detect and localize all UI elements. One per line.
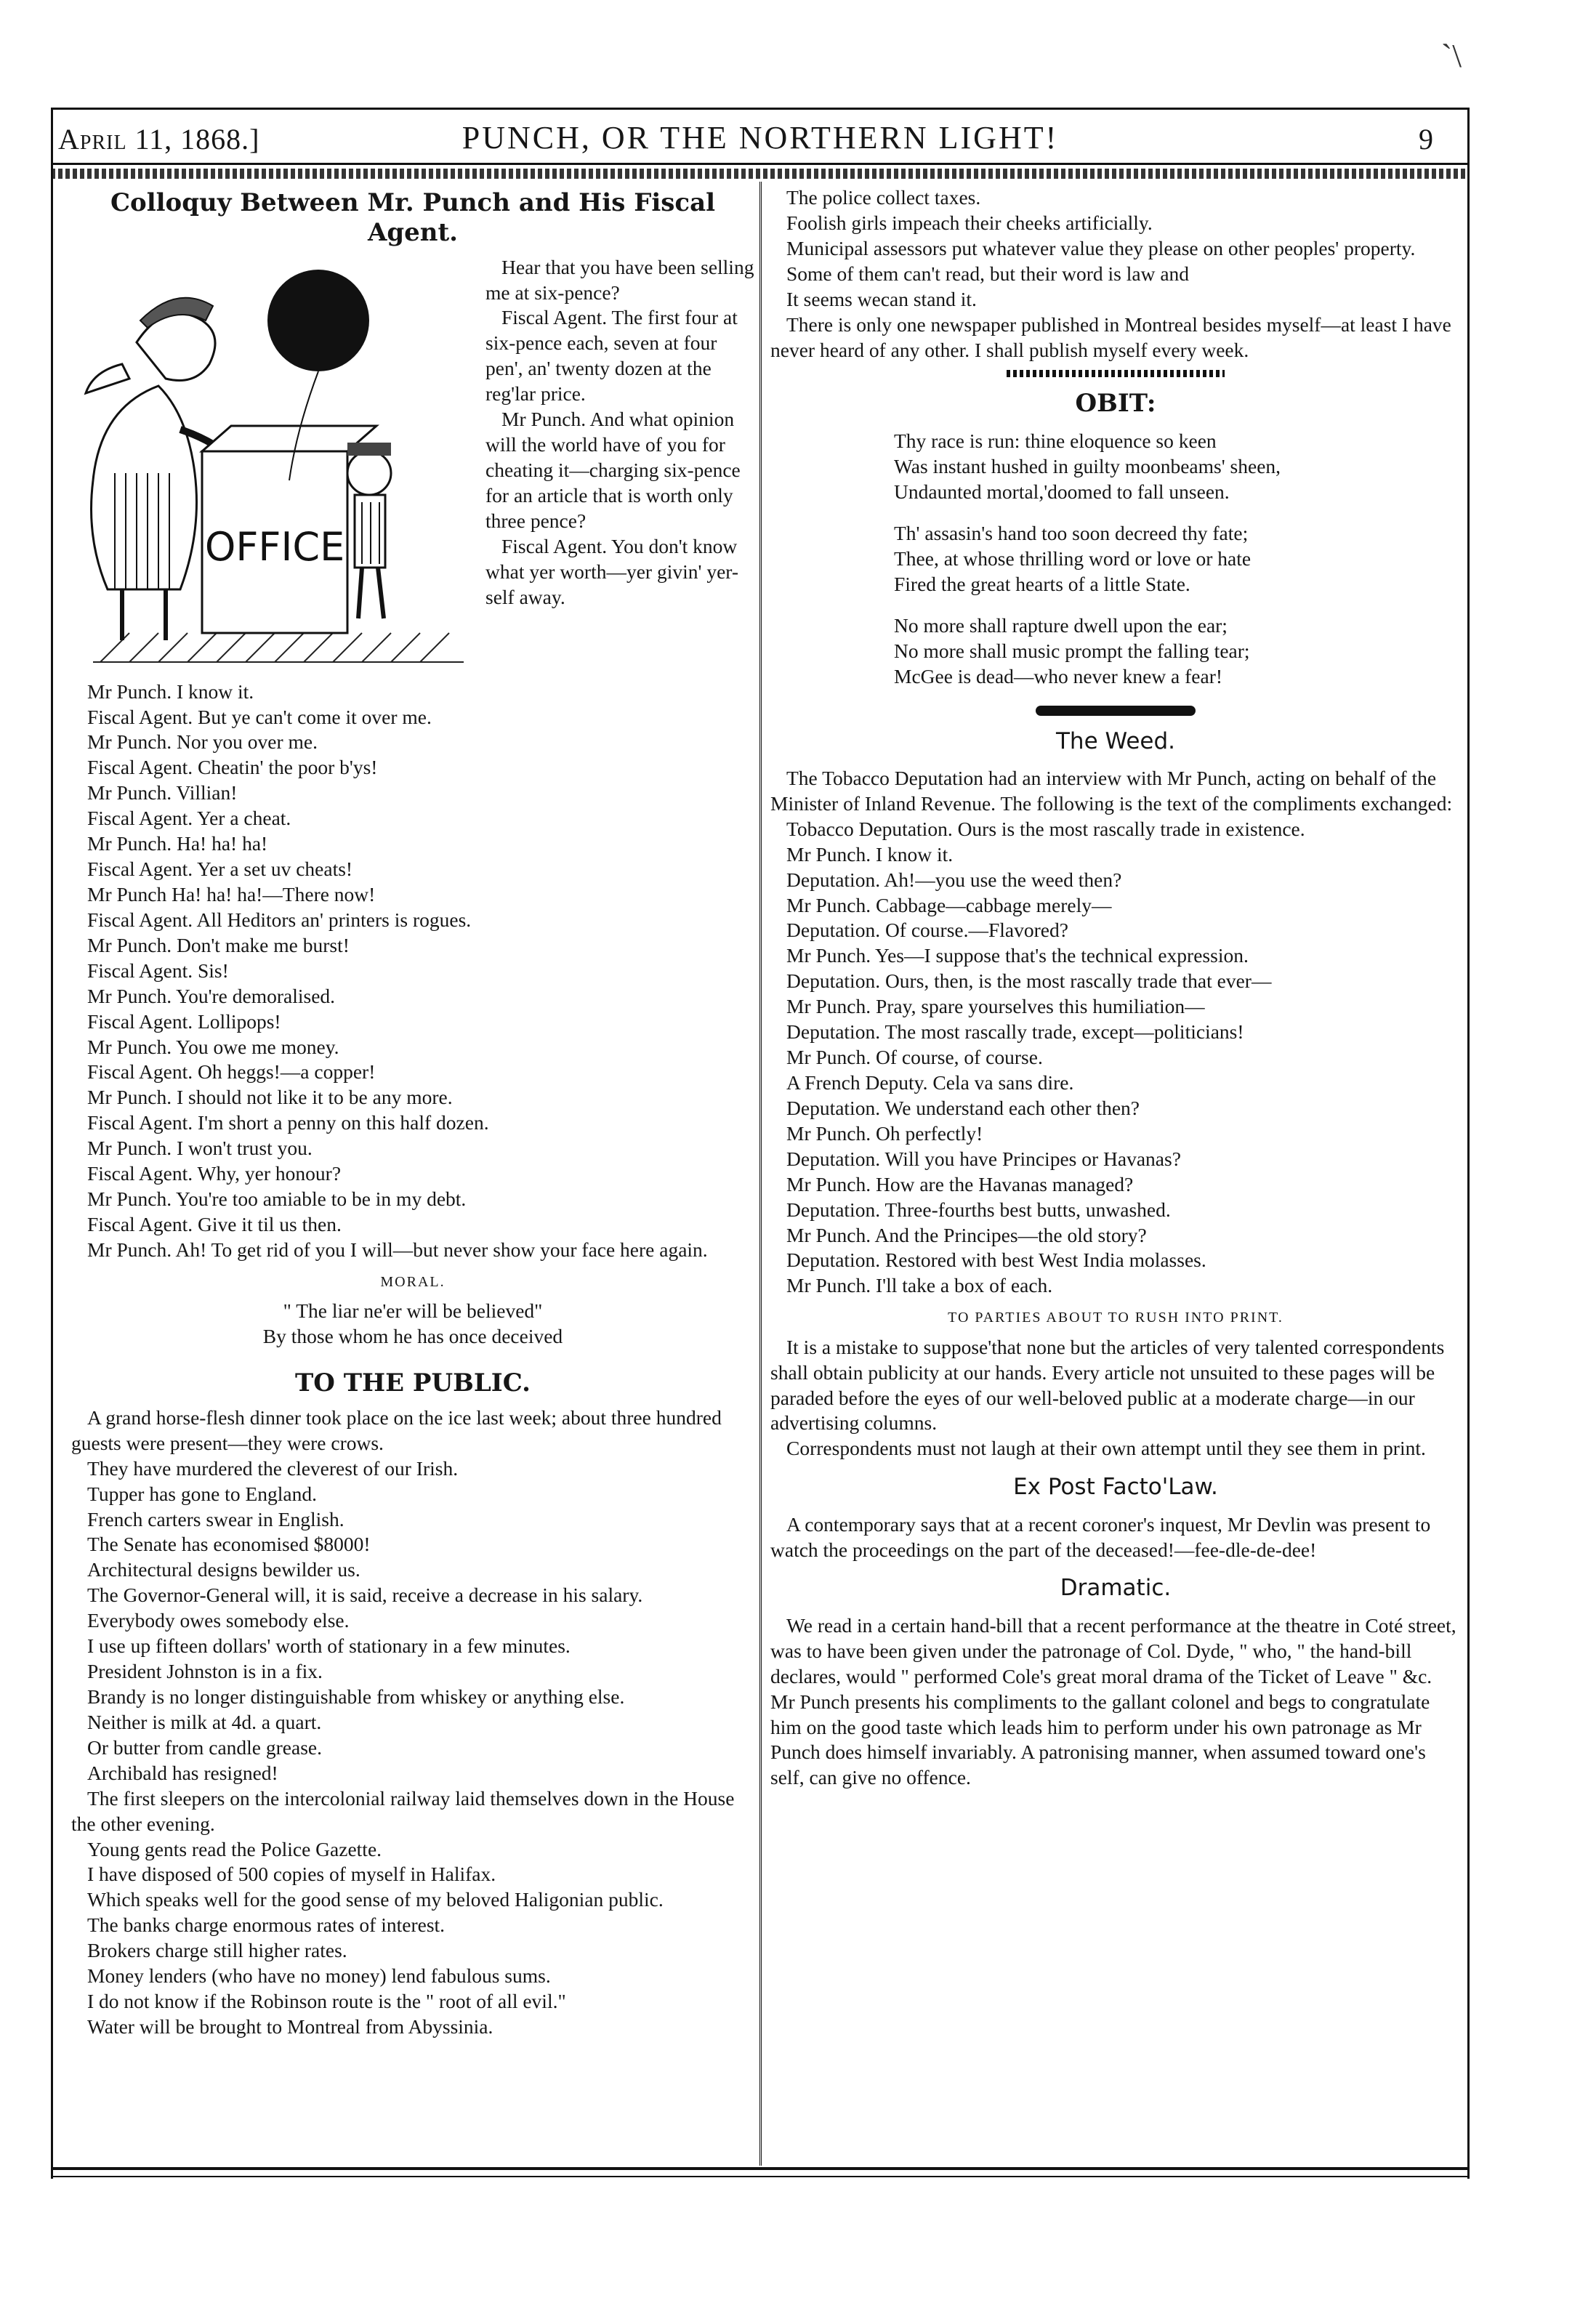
dialogue-line: Fiscal Agent. Sis! — [87, 959, 229, 982]
dialogue-line: Deputation. Three-fourths best butts, unwashed. — [786, 1198, 1171, 1221]
public-item: President Johnston is in a fix. — [87, 1660, 323, 1683]
masthead-title: PUNCH, OR THE NORTHERN LIGHT! — [462, 120, 1059, 156]
ornament-divider — [1007, 370, 1225, 377]
colloquy-intro-line: Fiscal Agent. You don't know what yer worth—yer givin' yer-self away. — [485, 534, 739, 608]
dialogue-line: Deputation. Of course.—Flavored? — [786, 919, 1068, 942]
obit-line: Thy race is run: thine eloquence so keen — [894, 429, 1217, 453]
parties-paragraph: Correspondents must not laugh at their own attempt until they see them in print. — [786, 1437, 1426, 1460]
public-item: Money lenders (who have no money) lend fabulous sums. — [87, 1964, 551, 1988]
obit-stanza — [894, 613, 1461, 690]
section-divider — [1036, 706, 1196, 716]
dialogue-line: Mr Punch. Yes—I suppose that's the technical expression. — [786, 944, 1249, 967]
dialogue-line: Mr Punch. I should not like it to be any more. — [87, 1086, 453, 1109]
dramatic-title: Dramatic. — [1060, 1575, 1172, 1602]
public-item: French carters swear in English. — [87, 1507, 344, 1530]
dialogue-line: Fiscal Agent. But ye can't come it over me. — [87, 705, 432, 728]
dialogue-line: Fiscal Agent. Oh heggs!—a copper! — [87, 1060, 376, 1084]
weed-intro: The Tobacco Deputation had an interview with Mr Punch, acting on behalf of the Minister of Inland Revenue. The following is the text of the compliments exchanged: — [770, 766, 1453, 815]
continued-item: Some of them can't read, but their word is law and — [786, 262, 1190, 285]
obit-poem — [894, 429, 1461, 689]
frame-right-rule — [1467, 108, 1470, 2179]
dialogue-line: Fiscal Agent. Yer a cheat. — [87, 807, 291, 830]
public-item: The first sleepers on the intercolonial railway laid themselves down in the House the other evening. — [71, 1786, 735, 1835]
dialogue-line: Fiscal Agent. I'm short a penny on this half dozen. — [87, 1111, 489, 1134]
dialogue-line: A French Deputy. Cela va sans dire. — [786, 1070, 1074, 1094]
public-item: Architectural designs bewilder us. — [87, 1558, 360, 1581]
corner-mark: `\ — [1440, 37, 1462, 74]
header-ornament-rule — [51, 169, 1470, 179]
dialogue-line: Deputation. Restored with best West India molasses. — [786, 1249, 1206, 1272]
public-item: A grand horse-flesh dinner took place on the ice last week; about three hundred guests were present—they were crows. — [71, 1405, 722, 1454]
dialogue-line: Mr Punch. Ah! To get rid of you I will—but never show your face here again. — [87, 1238, 708, 1261]
dialogue-line: Mr Punch. Oh perfectly! — [786, 1121, 983, 1145]
dialogue-line: Mr Punch. Don't make me burst! — [87, 933, 350, 956]
dialogue-line: Deputation. Will you have Principes or Havanas? — [786, 1147, 1181, 1170]
dialogue-line: Mr Punch Ha! ha! ha!—There now! — [87, 882, 376, 906]
public-item: The Senate has economised $8000! — [87, 1533, 371, 1556]
dramatic-paragraph: We read in a certain hand-bill that a recent performance at the theatre in Coté street, was to have been given under the patronage of Col. Dyde, " who, " the hand-bill declares, would " performed Cole's great moral drama of the Ticket of Leave " &c. Mr Punch presents his compliments to the gallant colonel and begs to congratulate him on the good taste which leads him to perform under his own patronage as Mr Punch does himself invariably. A patronising manner, when assumed toward one's self, can give no offence. — [770, 1613, 1456, 1789]
public-item: I use up fifteen dollars' worth of stationary in a few minutes. — [87, 1634, 571, 1658]
expost-paragraph: A contemporary says that at a recent coroner's inquest, Mr Devlin was present to watch the proceedings on the part of the deceased!—fee-dle-de-dee! — [770, 1512, 1431, 1561]
dialogue-line: Mr Punch. I know it. — [786, 842, 954, 866]
moral-heading: MORAL. — [380, 1273, 446, 1290]
right-column — [770, 185, 1461, 1791]
dialogue-line: Tobacco Deputation. Ours is the most rascally trade in existence. — [786, 817, 1305, 840]
dialogue-line: Mr Punch. Ha! ha! ha! — [87, 832, 268, 855]
public-item: Everybody owes somebody else. — [87, 1609, 350, 1632]
bottom-rule-thick — [51, 2167, 1470, 2170]
public-item: Water will be brought to Montreal from Abyssinia. — [87, 2014, 493, 2038]
dialogue-line: Mr Punch. You owe me money. — [87, 1035, 339, 1058]
obit-line: McGee is dead—who never knew a fear! — [894, 664, 1223, 687]
public-title: TO THE PUBLIC. — [295, 1368, 531, 1398]
page-number: 9 — [1419, 123, 1433, 156]
dialogue-line: Mr Punch. Of course, of course. — [786, 1046, 1043, 1069]
obit-title: OBIT: — [1075, 389, 1156, 419]
frame-left-rule — [51, 108, 53, 2179]
continued-items — [770, 185, 1461, 363]
frame-top-rule — [51, 108, 1470, 110]
public-item: Young gents read the Police Gazette. — [87, 1837, 382, 1860]
public-item: I do not know if the Robinson route is the " root of all evil." — [87, 1990, 566, 2013]
dialogue-line: Mr Punch. And the Principes—the old story? — [786, 1223, 1147, 1246]
dialogue-line: Fiscal Agent. Lollipops! — [87, 1009, 281, 1033]
expost-title: Ex Post Facto'Law. — [1013, 1474, 1218, 1501]
public-item: Brandy is no longer distinguishable from whiskey or anything else. — [87, 1685, 625, 1708]
continued-item: The police collect taxes. — [786, 186, 981, 209]
colloquy-intro-line: Fiscal Agent. The first four at six-pence each, seven at four pen', an' twenty dozen at the reg'lar price. — [485, 306, 738, 406]
colloquy-intro — [71, 255, 754, 679]
public-item: The Governor-General will, it is said, receive a decrease in his salary. — [87, 1584, 643, 1607]
obit-line: Thee, at whose thrilling word or love or hate — [894, 547, 1252, 570]
dialogue-line: Mr Punch. You're too amiable to be in my debt. — [87, 1187, 467, 1211]
cartoon-illustration — [71, 255, 478, 677]
parties-paragraph: It is a mistake to suppose'that none but the articles of very talented correspondents shall obtain publicity at our hands. Every article not unsuited to these pages will be paraded before the eyes of our well-beloved public at a moderate charge—in our advertising columns. — [770, 1335, 1445, 1435]
colloquy-intro-line: Mr Punch. And what opinion will the world have of you for cheating it—charging six-pence for an article that is worth only three pence? — [485, 408, 741, 532]
public-item: Archibald has resigned! — [87, 1761, 278, 1784]
dialogue-line: Mr Punch. Cabbage—cabbage merely— — [786, 893, 1112, 916]
weed-dialogue — [770, 817, 1461, 1299]
obit-line: Th' assasin's hand too soon decreed thy fate; — [894, 522, 1249, 545]
dialogue-line: Deputation. Ours, then, is the most rascally trade that ever— — [786, 969, 1272, 993]
dialogue-line: Mr Punch. Nor you over me. — [87, 730, 318, 754]
moral-line: By those whom he has once deceived — [262, 1325, 563, 1348]
public-item: Which speaks well for the good sense of my beloved Haligonian public. — [87, 1888, 664, 1911]
parties-title: TO PARTIES ABOUT TO RUSH INTO PRINT. — [948, 1310, 1283, 1326]
dialogue-line: Mr Punch. How are the Havanas managed? — [786, 1172, 1134, 1195]
header-rule — [51, 163, 1470, 165]
dialogue-line: Mr Punch. Villian! — [87, 781, 238, 804]
dialogue-line: Deputation. Ah!—you use the weed then? — [786, 868, 1122, 891]
dialogue-line: Deputation. The most rascally trade, except—politicians! — [786, 1020, 1244, 1044]
dialogue-line: Mr Punch. I'll take a box of each. — [786, 1274, 1053, 1297]
continued-item: Municipal assessors put whatever value they please on other peoples' property. — [786, 236, 1416, 259]
dialogue-line: Mr Punch. I won't trust you. — [87, 1137, 313, 1160]
dialogue-line: Fiscal Agent. Yer a set uv cheats! — [87, 858, 353, 881]
moral-line: " The liar ne'er will be believed" — [283, 1299, 543, 1323]
colloquy-dialogue — [71, 679, 754, 1263]
obit-line: No more shall music prompt the falling tear; — [894, 639, 1250, 662]
public-item: The banks charge enormous rates of interest. — [87, 1913, 446, 1937]
cartoon-drawing — [71, 255, 478, 677]
page-header — [58, 115, 1462, 158]
obit-line: No more shall rapture dwell upon the ear; — [894, 613, 1228, 637]
obit-line: Fired the great hearts of a little State. — [894, 572, 1190, 595]
moral-couplet — [71, 1299, 754, 1350]
obit-line: Was instant hushed in guilty moonbeams' sheen, — [894, 455, 1281, 478]
dialogue-line: Fiscal Agent. Why, yer honour? — [87, 1162, 342, 1185]
bottom-rule-thin — [51, 2176, 1470, 2177]
weed-title: The Weed. — [1055, 727, 1176, 754]
dialogue-line: Fiscal Agent. All Heditors an' printers is rogues. — [87, 908, 472, 931]
public-item: They have murdered the cleverest of our Irish. — [87, 1456, 459, 1480]
obit-stanza — [894, 429, 1461, 505]
dialogue-line: Deputation. We understand each other then? — [786, 1096, 1140, 1119]
public-item: I have disposed of 500 copies of myself in Halifax. — [87, 1863, 496, 1886]
continued-item: There is only one newspaper published in Montreal besides myself—at least I have never heard of any other. I shall publish myself every week. — [770, 312, 1451, 361]
public-item: Neither is milk at 4d. a quart. — [87, 1710, 322, 1733]
public-item: Or butter from candle grease. — [87, 1735, 322, 1759]
public-item: Brokers charge still higher rates. — [87, 1939, 347, 1962]
colloquy-intro-line: Hear that you have been selling me at six-pence? — [485, 255, 754, 304]
office-box-label: OFFICE — [204, 523, 345, 570]
dialogue-line: Mr Punch. Pray, spare yourselves this humiliation— — [786, 995, 1205, 1018]
column-divider — [759, 182, 765, 2166]
obit-line: Undaunted mortal,'doomed to fall unseen. — [894, 480, 1230, 504]
public-item: Tupper has gone to England. — [87, 1482, 317, 1505]
left-column — [71, 185, 754, 2040]
dialogue-line: Fiscal Agent. Give it til us then. — [87, 1212, 342, 1235]
dialogue-line: Mr Punch. You're demoralised. — [87, 984, 336, 1007]
public-items — [71, 1405, 754, 2040]
obit-stanza — [894, 521, 1461, 597]
colloquy-title: Colloquy Between Mr. Punch and His Fiscal Agent. — [110, 188, 716, 247]
continued-item: Foolish girls impeach their cheeks artificially. — [786, 211, 1153, 234]
issue-date: April 11, 1868.] — [58, 123, 260, 156]
dialogue-line: Mr Punch. I know it. — [87, 679, 254, 703]
continued-item: It seems wecan stand it. — [786, 287, 977, 310]
dialogue-line: Fiscal Agent. Cheatin' the poor b'ys! — [87, 756, 378, 779]
